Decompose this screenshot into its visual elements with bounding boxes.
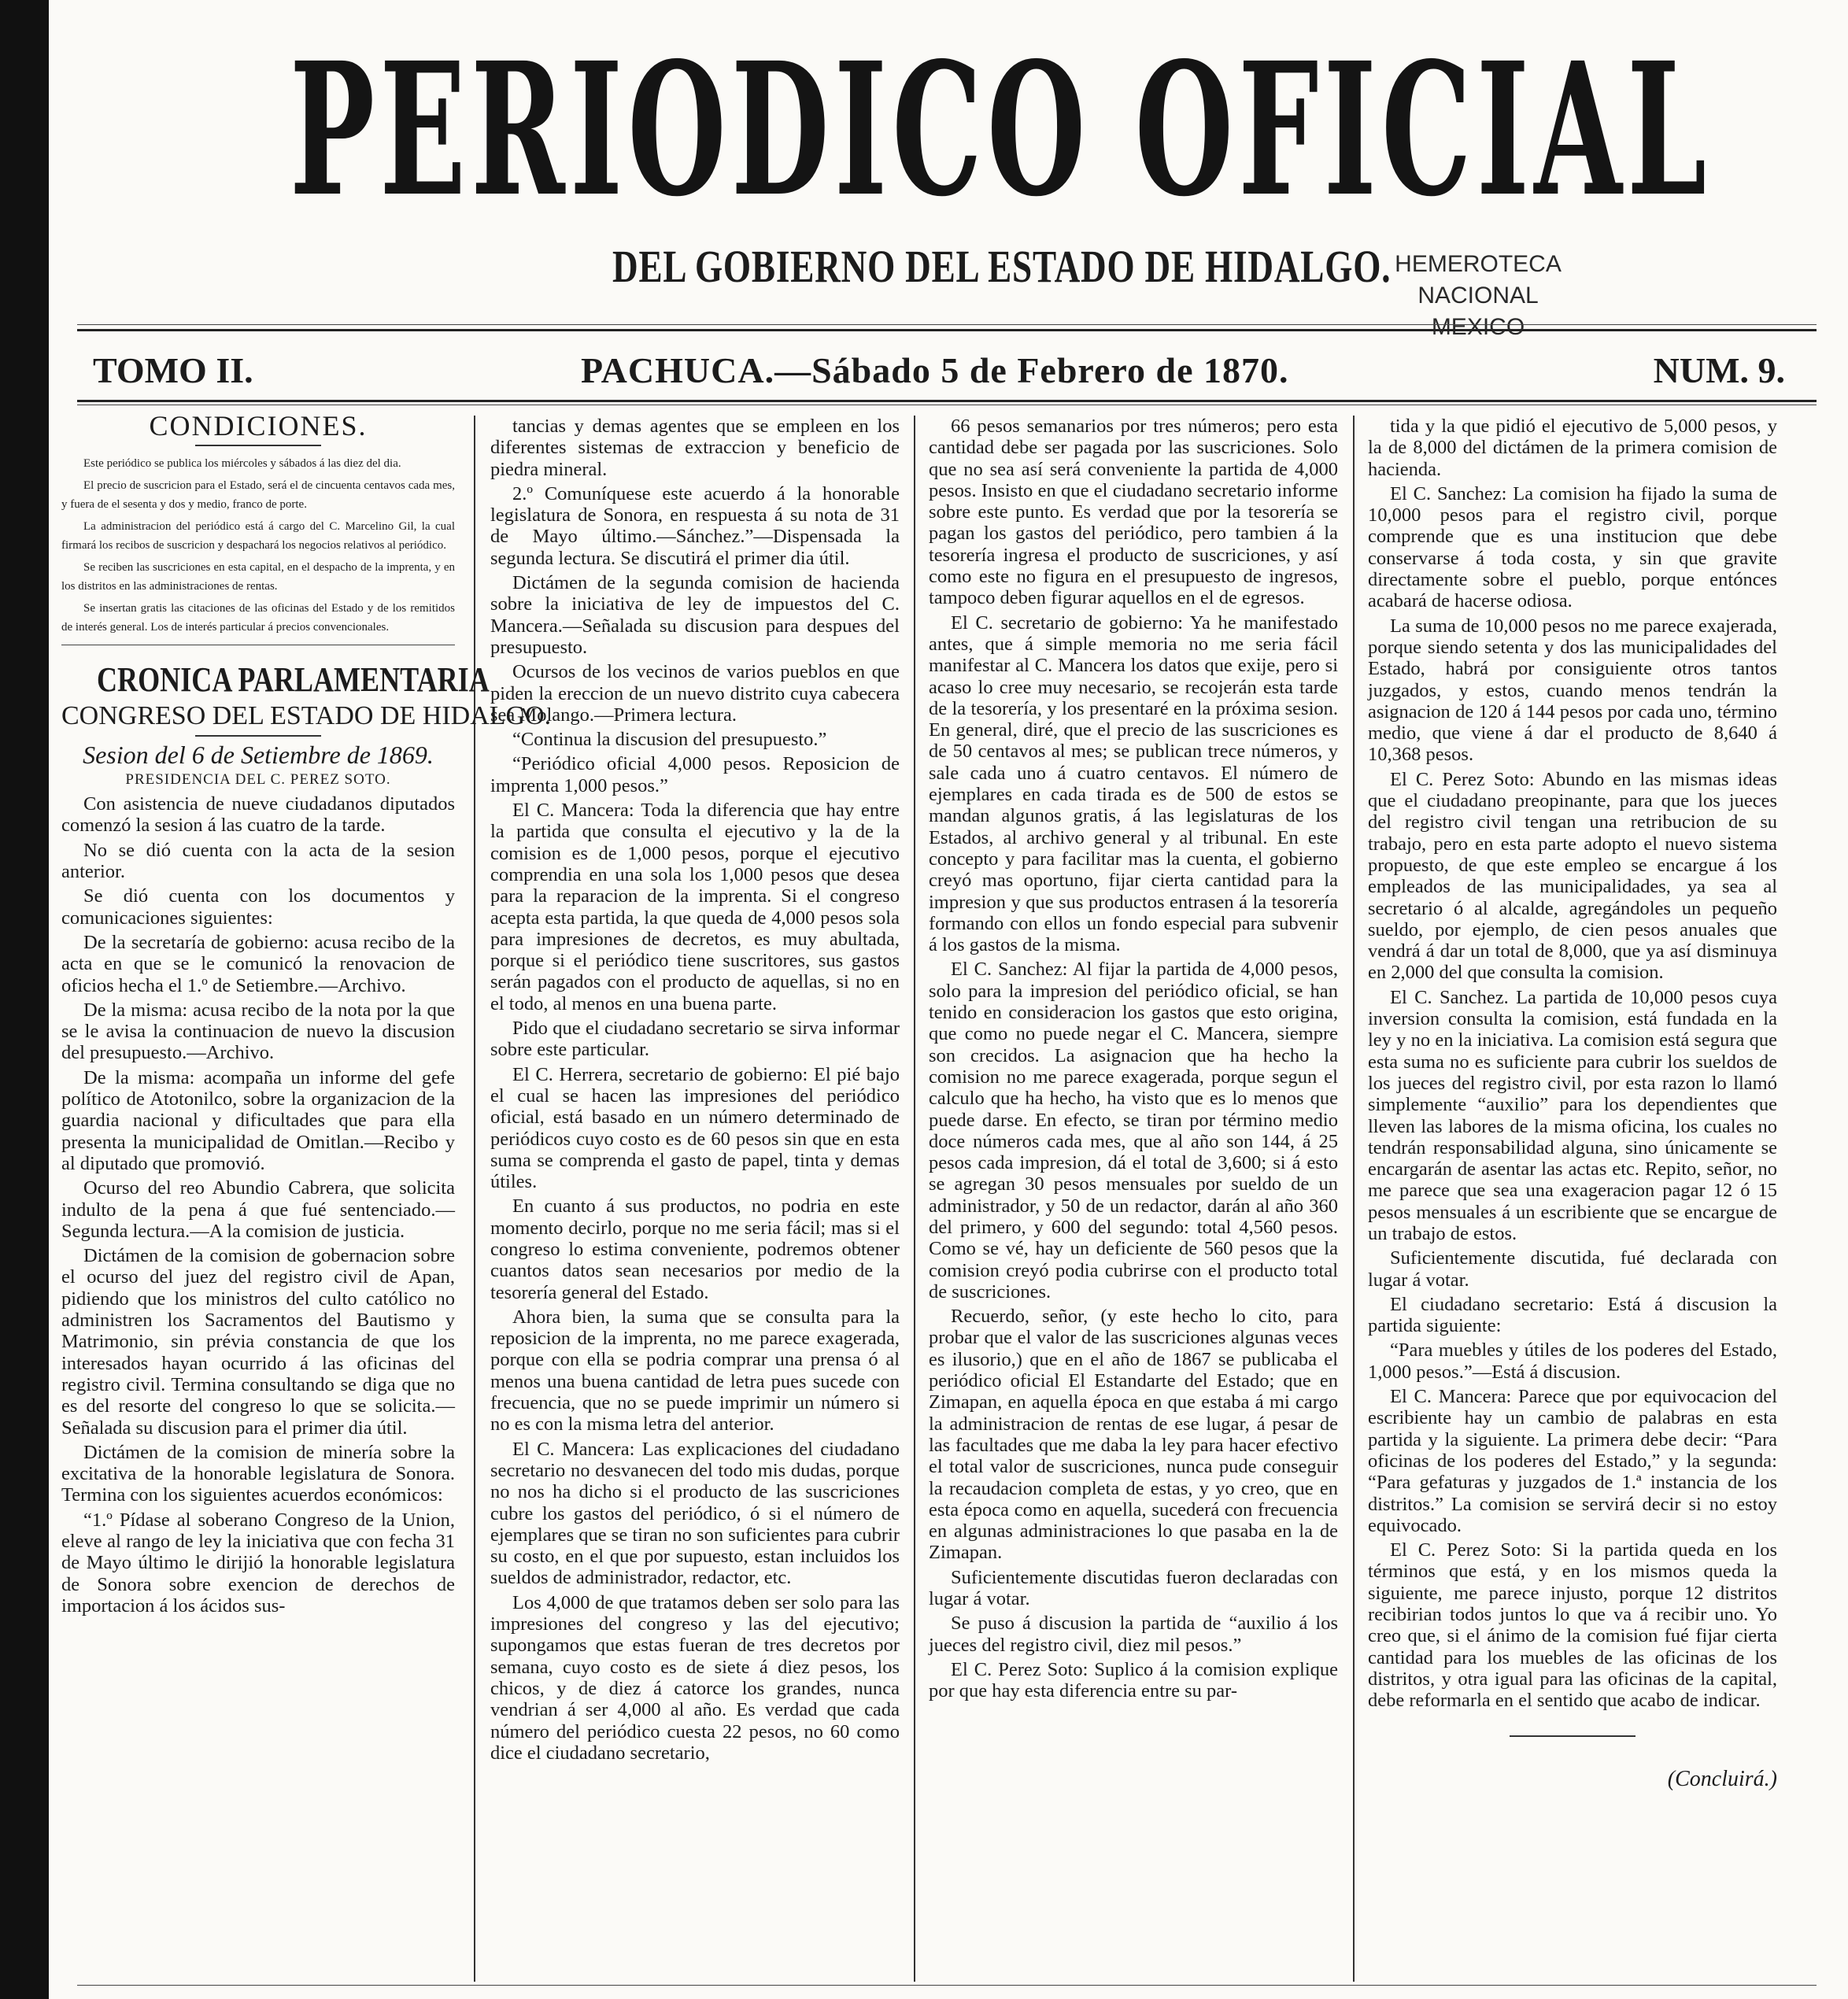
article-paragraph: El C. Sanchez. La partida de 10,000 pesos cuya inversion consulta la comision, está fundada en la ley y no en la iniciativa. La comision está segura que esta suma no es suficiente para cubrir los sueldos de los jueces del registro civil, por esta razon lo llamó simplemente “auxilio” para los dependientes que lleven las labores de la misma oficina, los cuales no tendrán responsabilidad alguna, sino únicamente se encargarán de asentar las actas etc. Repito, señor, no me parece que sea una exageracion pagar 12 ó 15 pesos mensuales á un escribiente que se encargue de un trabajo de estos. xyxy=(1368,986,1777,1244)
article-paragraph: tida y la que pidió el ejecutivo de 5,000 pesos, y la de 8,000 del dictámen de la primera comision de hacienda. xyxy=(1368,416,1777,480)
concluira-note: (Concluirá.) xyxy=(1667,1766,1777,1791)
condicion-item: La administracion del periódico está á cargo del C. Marcelino Gil, la cual firmará los recibos de suscricion y despachará los negocios relativos al periódico. xyxy=(61,520,455,552)
condicion-item: Se insertan gratis las citaciones de las oficinas del Estado y de los remitidos de interés general. Los de interés particular á precios convencionales. xyxy=(61,602,455,634)
section-divider xyxy=(195,735,321,737)
article-paragraph: De la misma: acompaña un informe del gefe político de Atotonilco, sobre la organizacion de la guardia nacional y dificultades que para ella presenta la municipalidad de Omitlan.—Recibo y al diputado que promovió. xyxy=(61,1066,455,1174)
stamp-line-1: HEMEROTECA NACIONAL xyxy=(1395,251,1562,309)
article-paragraph: De la misma: acusa recibo de la nota por la que se le avisa la continuacion de nuevo la discusion del presupuesto.—Archivo. xyxy=(61,999,455,1064)
condicion-item: El precio de suscricion para el Estado, será el de cincuenta centavos cada mes, y fuera de el sesenta y dos y medio, franco de porte. xyxy=(61,479,455,512)
masthead-title: PERIODICO OFICIAL xyxy=(290,22,1712,237)
article-paragraph: 66 pesos semanarios por tres números; pero esta cantidad debe ser pagada por las suscriciones. Solo que no sea así será conveniente la partida de 4,000 pesos. Insisto en que el ciudadano secretario informe sobre este punto. Es verdad que por la tesorería se pagan los gastos del periódico, pero tambien á la tesorería ingresa el producto de suscriciones, y así como este no figura en el presupuesto de ingresos, tampoco deben figurar aquellos en el de egresos. xyxy=(929,416,1338,609)
condicion-item: Se reciben las suscriciones en esta capital, en el despacho de la imprenta, y en los distritos en las administraciones de rentas. xyxy=(61,561,455,593)
sesion-heading: Sesion del 6 de Setiembre de 1869. xyxy=(83,740,434,769)
article-paragraph: Ocursos de los vecinos de varios pueblos en que piden la ereccion de un nuevo distrito cuya cabecera sea Molango.—Primera lectura. xyxy=(490,661,900,726)
article-paragraph: El C. secretario de gobierno: Ya he manifestado antes, que á simple memoria no me seria fácil manifestar al C. Mancera los datos que exije, pero si acaso lo cree muy necesario, se recojerán esta tarde de la tesorería, y los presentaré en la próxima sesion. En general, diré, que el precio de las suscriciones es de 50 centavos al mes; se publican trece números, y sale cada uno á cuatro centavos. El número de ejemplares en cada tirada es de 500 de estos se mandan algunos gratis, á las legislaturas de los Estados, al archivo general y al tribunal. En este concepto y para facilitar mas la cuenta, el gobierno creyó mas oportuno, fijar cierta cantidad para la impresion y que sus productos entrasen á la tesorería formando con ellos un fondo especial para subvenir á los gastos de la misma. xyxy=(929,612,1338,956)
stamp-line-2: MEXICO xyxy=(1431,314,1525,340)
column-divider xyxy=(1353,416,1355,1982)
article-paragraph: Ocurso del reo Abundio Cabrera, que solicita indulto de la pena á que fué sentenciado.—Segunda lectura.—A la comision de justicia. xyxy=(61,1177,455,1242)
end-divider xyxy=(1510,1735,1635,1737)
column-divider xyxy=(474,416,475,1982)
dateline-rule xyxy=(77,400,1817,402)
column-3 xyxy=(929,416,1338,1982)
binding-spine xyxy=(0,0,49,1999)
column-1 xyxy=(61,410,552,1982)
article-paragraph: Dictámen de la comision de gobernacion sobre el ocurso del juez del registro civil de Apan, pidiendo que los ministros del culto católico no administren los Sacramentos del Bautismo y Matrimonio, sin prévia constancia de que los interesados hayan ocurrido á las oficinas del registro civil. Termina consultando se diga que no es del resorte del congreso lo que se solicita.—Señalada su discusion para el primer dia útil. xyxy=(61,1245,455,1439)
article-paragraph: El C. Herrera, secretario de gobierno: El pié bajo el cual se hacen las impresiones del periódico oficial, está basado en un número determinado de periódicos cuyo costo es de 60 pesos sin que en esta suma se comprenda el gasto de papel, tinta y demas útiles. xyxy=(490,1063,900,1193)
article-paragraph: El C. Perez Soto: Suplico á la comision explique por que hay esta diferencia entre su par- xyxy=(929,1658,1338,1702)
article-paragraph: Con asistencia de nueve ciudadanos diputados comenzó la sesion á las cuatro de la tarde. xyxy=(61,793,455,837)
article-paragraph: El C. Sanchez: La comision ha fijado la suma de 10,000 pesos para el registro civil, porque comprende que es una institucion que debe conservarse á toda costa, y sin que gravite directamente sobre el pueblo, porque entónces acabará de hacerse odiosa. xyxy=(1368,482,1777,612)
presidencia-heading: PRESIDENCIA DEL C. PEREZ SOTO. xyxy=(125,770,391,788)
bottom-rule xyxy=(77,1985,1817,1986)
article-paragraph: El C. Perez Soto: Abundo en las mismas ideas que el ciudadano preopinante, para que los jueces del registro civil tengan una retribucion de su trabajo, pero en esta parte adopto el nuevo sistema propuesto, de que este empleo se encargue á los empleados de las municipalidades, ya sea al secretario ó al alcalde, agregándoles un pequeño sueldo, por ejemplo, de cien pesos anuales que vendrá á dar un total de 8,000, que ya así disminuya en 2,000 del que consulta la comision. xyxy=(1368,768,1777,984)
article-paragraph: La suma de 10,000 pesos no me parece exajerada, porque siendo setenta y dos las municipalidades del Estado, habrá por consiguiente otros tantos juzgados, y estos, cuando menos tendrán la asignacion de 120 á 144 pesos por cada uno, término medio, que viene á dar el producto de 8,640 á 10,368 pesos. xyxy=(1368,615,1777,766)
article-paragraph: Suficientemente discutida, fué declarada con lugar á votar. xyxy=(1368,1247,1777,1291)
article-paragraph: El C. Mancera: Toda la diferencia que hay entre la partida que consulta el ejecutivo y la de la comision es de 1,000 pesos, porque el ejecutivo comprendia en una sola los 1,000 pesos que desea para la reparacion de la imprenta. Si el congreso acepta esta partida, la que queda de 4,000 pesos sola para impresiones de decretos, es muy abultada, porque si el periódico tiene suscritores, sus gastos serán pagados con el producto de aquellas, si no en el todo, al menos en una buena parte. xyxy=(490,800,900,1014)
article-paragraph: De la secretaría de gobierno: acusa recibo de la acta en que se le comunicó la renovacion de oficios hecha el 1.º de Setiembre.—Archivo. xyxy=(61,931,455,996)
article-paragraph: “1.º Pídase al soberano Congreso de la Union, eleve al rango de ley la iniciativa que con fecha 31 de Mayo último le dirijió la honorable legislatura de Sonora sobre exencion de derechos de importacion á los ácidos sus- xyxy=(61,1509,455,1617)
article-paragraph: El C. Mancera: Las explicaciones del ciudadano secretario no desvanecen del todo mis dudas, porque no nos ha dicho si el producto de las suscriciones cubre los gastos del periódico, ó si el número de ejemplares que se tiran no son suficientes para cubrir su costo, en el que por supuesto, estan incluidos los sueldos de administrador, redactor, etc. xyxy=(490,1438,900,1589)
column-divider xyxy=(914,416,915,1982)
article-paragraph: “Continua la discusion del presupuesto.” xyxy=(512,729,827,751)
article-paragraph: Los 4,000 de que tratamos deben ser solo para las impresiones del congreso y las del ejecutivo; supongamos que estas fueran de tres decretos por semana, cuyo costo es de siete á diez pesos, los chicos, y de diez á catorce los grandes, nunca vendrian á ser 4,000 al año. Es verdad que cada número del periódico cuesta 22 pesos, no 60 como dice el ciudadano secretario, xyxy=(490,1591,900,1764)
article-paragraph: Ahora bien, la suma que se consulta para la reposicion de la imprenta, no me parece exagerada, porque con ella se podria comprar una prensa ó al menos una buena cantidad de letra pues sucede con frecuencia, que no se puede imprimir un número si no es con la misma letra del anterior. xyxy=(490,1306,900,1436)
article-paragraph: No se dió cuenta con la acta de la sesion anterior. xyxy=(61,839,455,883)
article-paragraph: Suficientemente discutidas fueron declaradas con lugar á votar. xyxy=(929,1566,1338,1610)
article-paragraph: tancias y demas agentes que se empleen en los diferentes sistemas de extraccion y beneficio de piedra mineral. xyxy=(490,416,900,480)
issue-number: NUM. 9. xyxy=(1653,350,1785,390)
top-rule xyxy=(77,324,1817,325)
masthead-subtitle: DEL GOBIERNO DEL ESTADO DE HIDALGO. xyxy=(612,241,1392,292)
article-paragraph: Dictámen de la segunda comision de hacienda sobre la iniciativa de ley de impuestos del C. Mancera.—Señalada su discusion para despues del presupuesto. xyxy=(490,572,900,658)
article-paragraph: Dictámen de la comision de minería sobre la excitativa de la honorable legislatura de Sonora. Termina con los siguientes acuerdos económicos: xyxy=(61,1441,455,1506)
article-paragraph: El C. Sanchez: Al fijar la partida de 4,000 pesos, solo para la impresion del periódico oficial, se han tenido en consideracion los gastos que esto origina, que como no puede negar el C. Mancera, siempre son crecidos. La asignacion que ha hecho la comision no me parece exagerada, porque segun el calculo que ha hecho, ha visto que es lo menos que puede darse. En efecto, se tiran por término medio doce números cada mes, que al año son 144, á 25 pesos cada impresion, dá el total de 3,600; si á esto se agregan 30 pesos mensuales por sueldo de un administrador, y 50 de un redactor, darán al año 360 del primero, y 600 del segundo: total 4,560 pesos. Como se vé, hay un deficiente de 560 pesos que la comision creyó podia cubrirse con el producto total de suscriciones. xyxy=(929,959,1338,1302)
place-and-date: PACHUCA.—Sábado 5 de Febrero de 1870. xyxy=(581,350,1289,390)
column-4 xyxy=(1368,416,1777,1982)
article-paragraph: Pido que el ciudadano secretario se sirva informar sobre este particular. xyxy=(490,1018,900,1061)
volume-label: TOMO II. xyxy=(93,350,253,390)
congreso-heading: CONGRESO DEL ESTADO DE HIDALGO. xyxy=(61,701,552,731)
article-paragraph: En cuanto á sus productos, no podria en este momento decirlo, porque no me seria fácil; mas si el congreso lo estima conveniente, podremos obtener cuantos datos sean necesarios por medio de la tesorería general del Estado. xyxy=(490,1195,900,1303)
newspaper-page xyxy=(61,0,1832,1999)
article-paragraph: Se dió cuenta con los documentos y comunicaciones siguientes: xyxy=(61,885,455,929)
cronica-heading: CRONICA PARLAMENTARIA xyxy=(97,660,490,700)
column-2 xyxy=(490,416,900,1982)
top-rule-bold xyxy=(77,329,1817,331)
section-divider xyxy=(195,445,321,446)
condiciones-heading: CONDICIONES. xyxy=(149,410,368,442)
dateline xyxy=(77,346,1817,394)
article-paragraph: El ciudadano secretario: Está á discusion la partida siguiente: xyxy=(1368,1293,1777,1337)
article-paragraph: El C. Perez Soto: Si la partida queda en los términos que está, y en los mismos queda la siguiente, me parece injusto, porque 12 distritos recibirian todos juntos lo que va á recibir uno. Yo creo que, si el ánimo de la comision fué fijar cierta cantidad para los muebles de las oficinas de los distritos, y otra igual para las oficinas de la capital, debe reformarla en el sentido que acabo de indicar. xyxy=(1368,1539,1777,1712)
article-paragraph: 2.º Comuníquese este acuerdo á la honorable legislatura de Sonora, en respuesta á su nota de 31 de Mayo último.—Sánchez.”—Dispensada la segunda lectura. Se discutirá el primer dia útil. xyxy=(490,482,900,569)
article-paragraph: Se puso á discusion la partida de “auxilio á los jueces del registro civil, diez mil pesos.” xyxy=(929,1613,1338,1656)
article-paragraph: Recuerdo, señor, (y este hecho lo cito, para probar que el valor de las suscriciones algunas veces es ilusorio,) que en el año de 1867 se publicaba el periódico oficial El Estandarte del Estado; que en Zimapan, en aquella época en que estaba á mi cargo la administracion de rentas de ese lugar, á pesar de las facultades que me daba la ley para hacer efectivo el total valor de suscriciones, nunca pude conseguir la recaudacion completa de estas, y yo creo, que en esta época como en aquella, sucederá con frecuencia en algunas administraciones lo que pasaba en la de Zimapan. xyxy=(929,1306,1338,1564)
article-paragraph: “Periódico oficial 4,000 pesos. Reposicion de imprenta 1,000 pesos.” xyxy=(490,753,900,796)
condicion-item: Este periódico se publica los miércoles y sábados á las diez del dia. xyxy=(83,457,401,471)
article-paragraph: El C. Mancera: Parece que por equivocacion del escribiente hay un cambio de palabras en esta partida y la siguiente. La primera debe decir: “Para oficinas de los poderes del Estado,” y la segunda: “Para gefaturas y juzgados de 1.ª instancia de los distritos.” La comision se servirá decir si no estoy equivocado. xyxy=(1368,1386,1777,1536)
article-paragraph: “Para muebles y útiles de los poderes del Estado, 1,000 pesos.”—Está á discusion. xyxy=(1368,1339,1777,1383)
